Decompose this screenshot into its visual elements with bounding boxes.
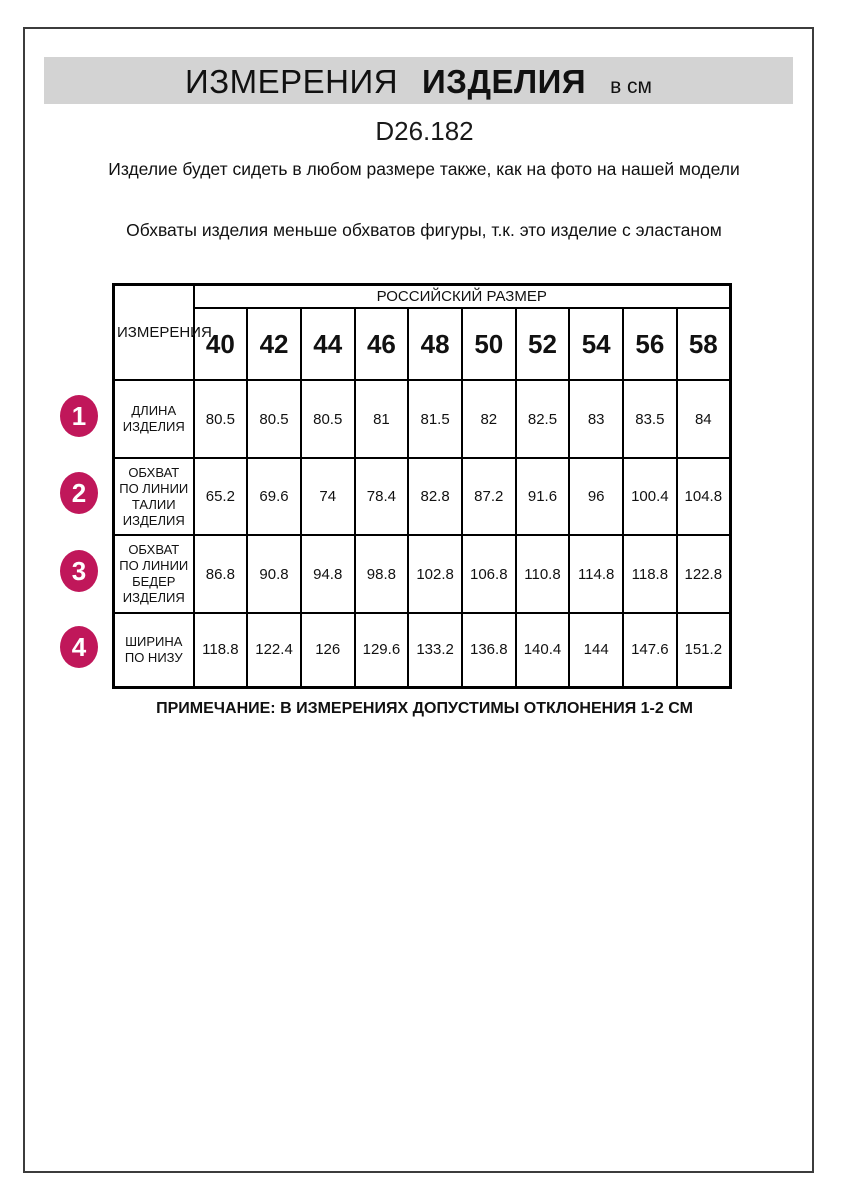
value-cell: 69.6: [247, 458, 301, 535]
table-row-hips: [114, 535, 731, 613]
value-cell: 102.8: [408, 535, 462, 613]
russian-size-group-header: РОССИЙСКИЙ РАЗМЕР: [194, 285, 731, 309]
value-cell: 84: [677, 380, 731, 458]
row-marker-2: [60, 472, 98, 514]
size-header-row: [114, 308, 731, 380]
table-row-waist: [114, 458, 731, 535]
size-header-cell: 44: [301, 308, 355, 380]
value-cell: 86.8: [194, 535, 248, 613]
size-header-cell: 56: [623, 308, 677, 380]
size-header-cell: 42: [247, 308, 301, 380]
value-cell: 136.8: [462, 613, 516, 687]
title-banner: [44, 57, 793, 104]
value-cell: 98.8: [355, 535, 409, 613]
row-marker-4: [60, 626, 98, 668]
size-header-cell: 54: [569, 308, 623, 380]
measurements-table: [112, 283, 732, 689]
table-row-length: [114, 380, 731, 458]
row-label: ДЛИНА ИЗДЕЛИЯ: [114, 380, 194, 458]
value-cell: 80.5: [194, 380, 248, 458]
value-cell: 122.8: [677, 535, 731, 613]
value-cell: 147.6: [623, 613, 677, 687]
row-label: ШИРИНА ПО НИЗУ: [114, 613, 194, 687]
value-cell: 110.8: [516, 535, 570, 613]
value-cell: 100.4: [623, 458, 677, 535]
title-measurements: ИЗМЕРЕНИЯ: [184, 63, 399, 100]
row-marker-1: [60, 395, 98, 437]
value-cell: 133.2: [408, 613, 462, 687]
value-cell: 87.2: [462, 458, 516, 535]
value-cell: 126: [301, 613, 355, 687]
value-cell: 81: [355, 380, 409, 458]
value-cell: 118.8: [623, 535, 677, 613]
row-marker-number: 2: [71, 477, 87, 508]
intro-fit-note: Изделие будет сидеть в любом размере также, как на фото на нашей модели: [108, 159, 740, 179]
value-cell: 91.6: [516, 458, 570, 535]
note-text: ПРИМЕЧАНИЕ: В ИЗМЕРЕНИЯХ ДОПУСТИМЫ ОТКЛОНЕНИЯ 1-2 СМ: [156, 700, 693, 717]
size-header-cell: 58: [677, 308, 731, 380]
value-cell: 82.5: [516, 380, 570, 458]
title-product: ИЗДЕЛИЯ: [422, 63, 587, 100]
value-cell: 78.4: [355, 458, 409, 535]
value-cell: 106.8: [462, 535, 516, 613]
value-cell: 83: [569, 380, 623, 458]
article-code: D26.182: [375, 116, 474, 146]
value-cell: 81.5: [408, 380, 462, 458]
value-cell: 144: [569, 613, 623, 687]
intro-elastane-note: Обхваты изделия меньше обхватов фигуры, т.к. это изделие с эластаном: [126, 220, 722, 240]
row-label: ОБХВАТ ПО ЛИНИИ БЕДЕР ИЗДЕЛИЯ: [114, 535, 194, 613]
value-cell: 90.8: [247, 535, 301, 613]
size-header-cell: 46: [355, 308, 409, 380]
value-cell: 104.8: [677, 458, 731, 535]
value-cell: 80.5: [247, 380, 301, 458]
title-unit: в см: [610, 75, 652, 98]
row-marker-number: 3: [71, 555, 87, 586]
value-cell: 82.8: [408, 458, 462, 535]
measurements-corner-header: ИЗМЕРЕНИЯ: [114, 285, 194, 381]
value-cell: 65.2: [194, 458, 248, 535]
row-marker-3: [60, 550, 98, 592]
value-cell: 80.5: [301, 380, 355, 458]
row-label: ОБХВАТ ПО ЛИНИИ ТАЛИИ ИЗДЕЛИЯ: [114, 458, 194, 535]
value-cell: 118.8: [194, 613, 248, 687]
size-header-cell: 48: [408, 308, 462, 380]
value-cell: 82: [462, 380, 516, 458]
value-cell: 140.4: [516, 613, 570, 687]
value-cell: 122.4: [247, 613, 301, 687]
value-cell: 129.6: [355, 613, 409, 687]
table-row-bottom-width: [114, 613, 731, 687]
size-header-cell: 40: [194, 308, 248, 380]
value-cell: 151.2: [677, 613, 731, 687]
value-cell: 94.8: [301, 535, 355, 613]
value-cell: 114.8: [569, 535, 623, 613]
row-marker-number: 1: [71, 400, 87, 431]
row-marker-number: 4: [71, 631, 87, 662]
value-cell: 96: [569, 458, 623, 535]
size-header-cell: 50: [462, 308, 516, 380]
size-header-cell: 52: [516, 308, 570, 380]
value-cell: 83.5: [623, 380, 677, 458]
value-cell: 74: [301, 458, 355, 535]
